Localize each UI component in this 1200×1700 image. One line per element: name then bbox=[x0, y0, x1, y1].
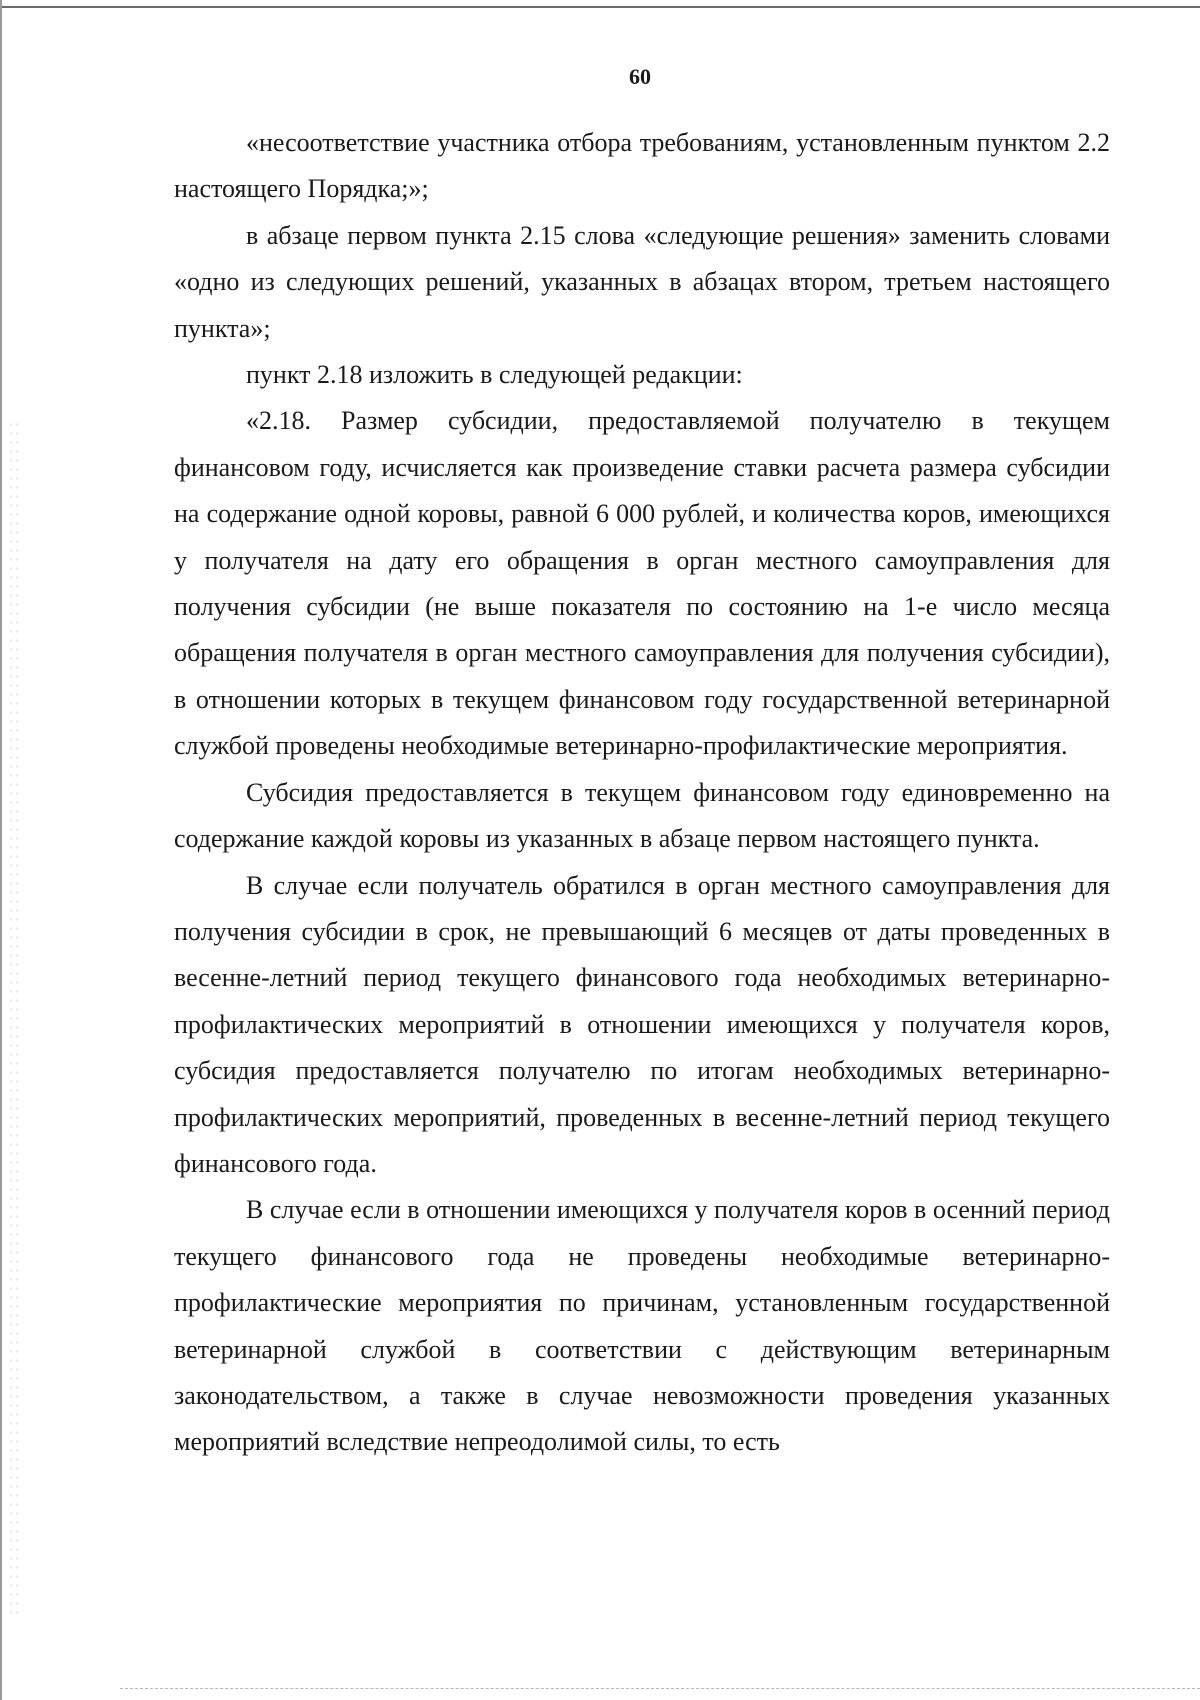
paragraph-7: В случае если в отношении имеющихся у получателя коров в осенний период текущего финансового года не проведены необходимые ветеринарно-профилактические мероприятия по причинам, установленным государственной ветеринарной службой в соответствии с действующим ветеринарным законодательством, а также в случае невозможности проведения указанных мероприятий вследствие непреодолимой силы, то есть bbox=[174, 1195, 1110, 1457]
paragraph-4: «2.18. Размер субсидии, предоставляемой получателю в текущем финансовом году, исчисляется как произведение ставки расчета размера субсидии на содержание одной коровы, равной 6 000 рублей, и количества коров, имеющихся у получателя на дату его обращения в орган местного самоуправления для получения субсидии (не выше показателя по состоянию на 1-е число месяца обращения получателя в орган местного самоуправления для получения субсидии), в отношении которых в текущем финансовом году государственной ветеринарной службой проведены необходимые ветеринарно-профилактические мероприятия. bbox=[174, 406, 1110, 761]
paragraph-3: пункт 2.18 изложить в следующей редакции: bbox=[246, 360, 743, 390]
document-body bbox=[174, 120, 1110, 1466]
paragraph-2: в абзаце первом пункта 2.15 слова «следующие решения» заменить словами «одно из следующих решений, указанных в абзацах втором, третьем настоящего пункта»; bbox=[174, 220, 1110, 343]
scan-noise bbox=[8, 420, 22, 1620]
scan-top-rule bbox=[0, 6, 1200, 8]
scan-left-edge bbox=[0, 0, 2, 1700]
page-number: 60 bbox=[629, 64, 651, 89]
paragraph-6: В случае если получатель обратился в орган местного самоуправления для получения субсидии в срок, не превышающий 6 месяцев от даты проведенных в весенне-летний период текущего финансового года необходимых ветеринарно-профилактических мероприятий в отношении имеющихся у получателя коров, субсидия предоставляется получателю по итогам необходимых ветеринарно-профилактических мероприятий, проведенных в весенне-летний период текущего финансового года. bbox=[174, 870, 1110, 1178]
paragraph-1: «несоответствие участника отбора требованиям, установленным пунктом 2.2 настоящего Порядка;»; bbox=[174, 128, 1110, 204]
scan-bottom-rule bbox=[120, 1688, 1200, 1689]
paragraph-5: Субсидия предоставляется в текущем финансовом году единовременно на содержание каждой коровы из указанных в абзаце первом настоящего пункта. bbox=[174, 777, 1110, 854]
